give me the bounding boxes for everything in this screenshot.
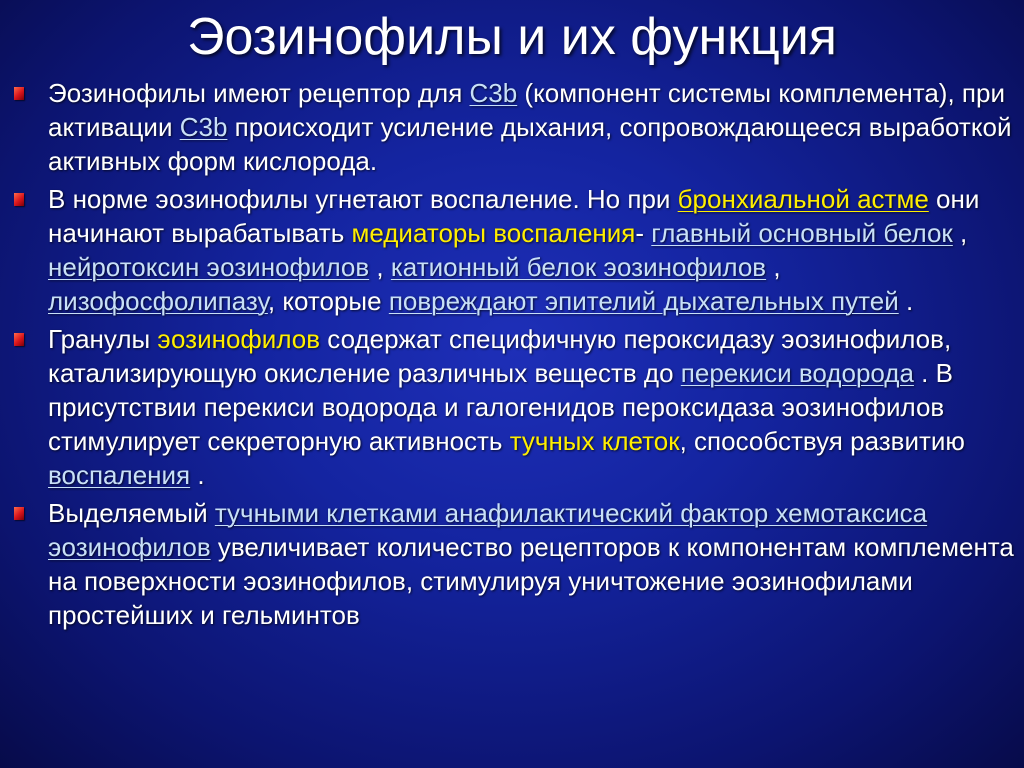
bullet-text <box>48 324 965 490</box>
link-hydrogen-peroxide[interactable]: перекиси водорода <box>680 358 914 388</box>
link-eosinophil-cationic-protein[interactable]: катионный белок эозинофилов <box>390 252 767 282</box>
slide-title: Эозинофилы и их функция <box>187 8 837 66</box>
link-airway-epithelium-damage[interactable]: повреждают эпителий дыхательных путей <box>388 286 899 316</box>
text-segment: . <box>190 460 205 490</box>
highlight-inflammation-mediators: медиаторы воспаления <box>351 218 636 248</box>
bullet-item <box>10 322 1014 492</box>
bullet-item <box>10 496 1014 632</box>
text-segment: содержат специфичную пероксидазу эозинофилов, катализирующую окисление различных веществ до <box>48 324 952 388</box>
bullet-list <box>10 76 1014 636</box>
text-segment: , <box>766 252 781 282</box>
highlight-eosinophils: эозинофилов <box>157 324 321 354</box>
bullet-text <box>48 498 1014 630</box>
link-bronchial-asthma[interactable]: бронхиальной астме <box>677 184 929 214</box>
link-anaphylactic-chemotaxis-factor[interactable]: тучными клетками анафилактический фактор хемотаксиса эозинофилов <box>48 498 928 562</box>
text-segment: , <box>369 252 391 282</box>
link-c3b[interactable]: C3b <box>469 78 518 108</box>
text-segment: , которые <box>267 286 389 316</box>
red-square-bullet-icon <box>14 333 24 346</box>
bullet-text <box>48 184 979 316</box>
link-lysophospholipase[interactable]: лизофосфолипазу <box>48 286 268 316</box>
link-eosinophil-neurotoxin[interactable]: нейротоксин эозинофилов <box>48 252 370 282</box>
bullet-text <box>48 78 1011 176</box>
link-inflammation[interactable]: воспаления <box>48 460 191 490</box>
bullet-item <box>10 182 1014 318</box>
red-square-bullet-icon <box>14 507 24 520</box>
bullet-item <box>10 76 1014 178</box>
text-segment: они начинают вырабатывать <box>48 184 980 248</box>
text-segment: . В присутствии перекиси водорода и галогенидов пероксидаза эозинофилов стимулирует секреторную активность <box>48 358 953 456</box>
text-segment: . <box>898 286 914 316</box>
red-square-bullet-icon <box>14 193 24 206</box>
link-major-basic-protein[interactable]: главный основный белок <box>651 218 953 248</box>
text-segment: В норме эозинофилы угнетают воспаление. Но при <box>48 184 678 214</box>
text-segment: Выделяемый <box>48 498 215 528</box>
text-segment: происходит усиление дыхания, сопровождающееся выработкой активных форм кислорода. <box>48 112 1012 176</box>
text-segment: , способствуя развитию <box>679 426 965 456</box>
text-segment: , <box>952 218 968 248</box>
text-segment: Эозинофилы имеют рецептор для <box>48 78 470 108</box>
link-c3b[interactable]: C3b <box>179 112 228 142</box>
text-segment: - <box>635 218 652 248</box>
red-square-bullet-icon <box>14 87 24 100</box>
text-segment: увеличивает количество рецепторов к компонентам комплемента на поверхности эозинофилов, стимулируя уничтожение эозинофилами простейших и гельминтов <box>48 532 1014 630</box>
text-segment: Гранулы <box>48 324 158 354</box>
highlight-mast-cells: тучных клеток <box>509 426 680 456</box>
text-segment: (компонент системы комплемента), при активации <box>48 78 1005 142</box>
